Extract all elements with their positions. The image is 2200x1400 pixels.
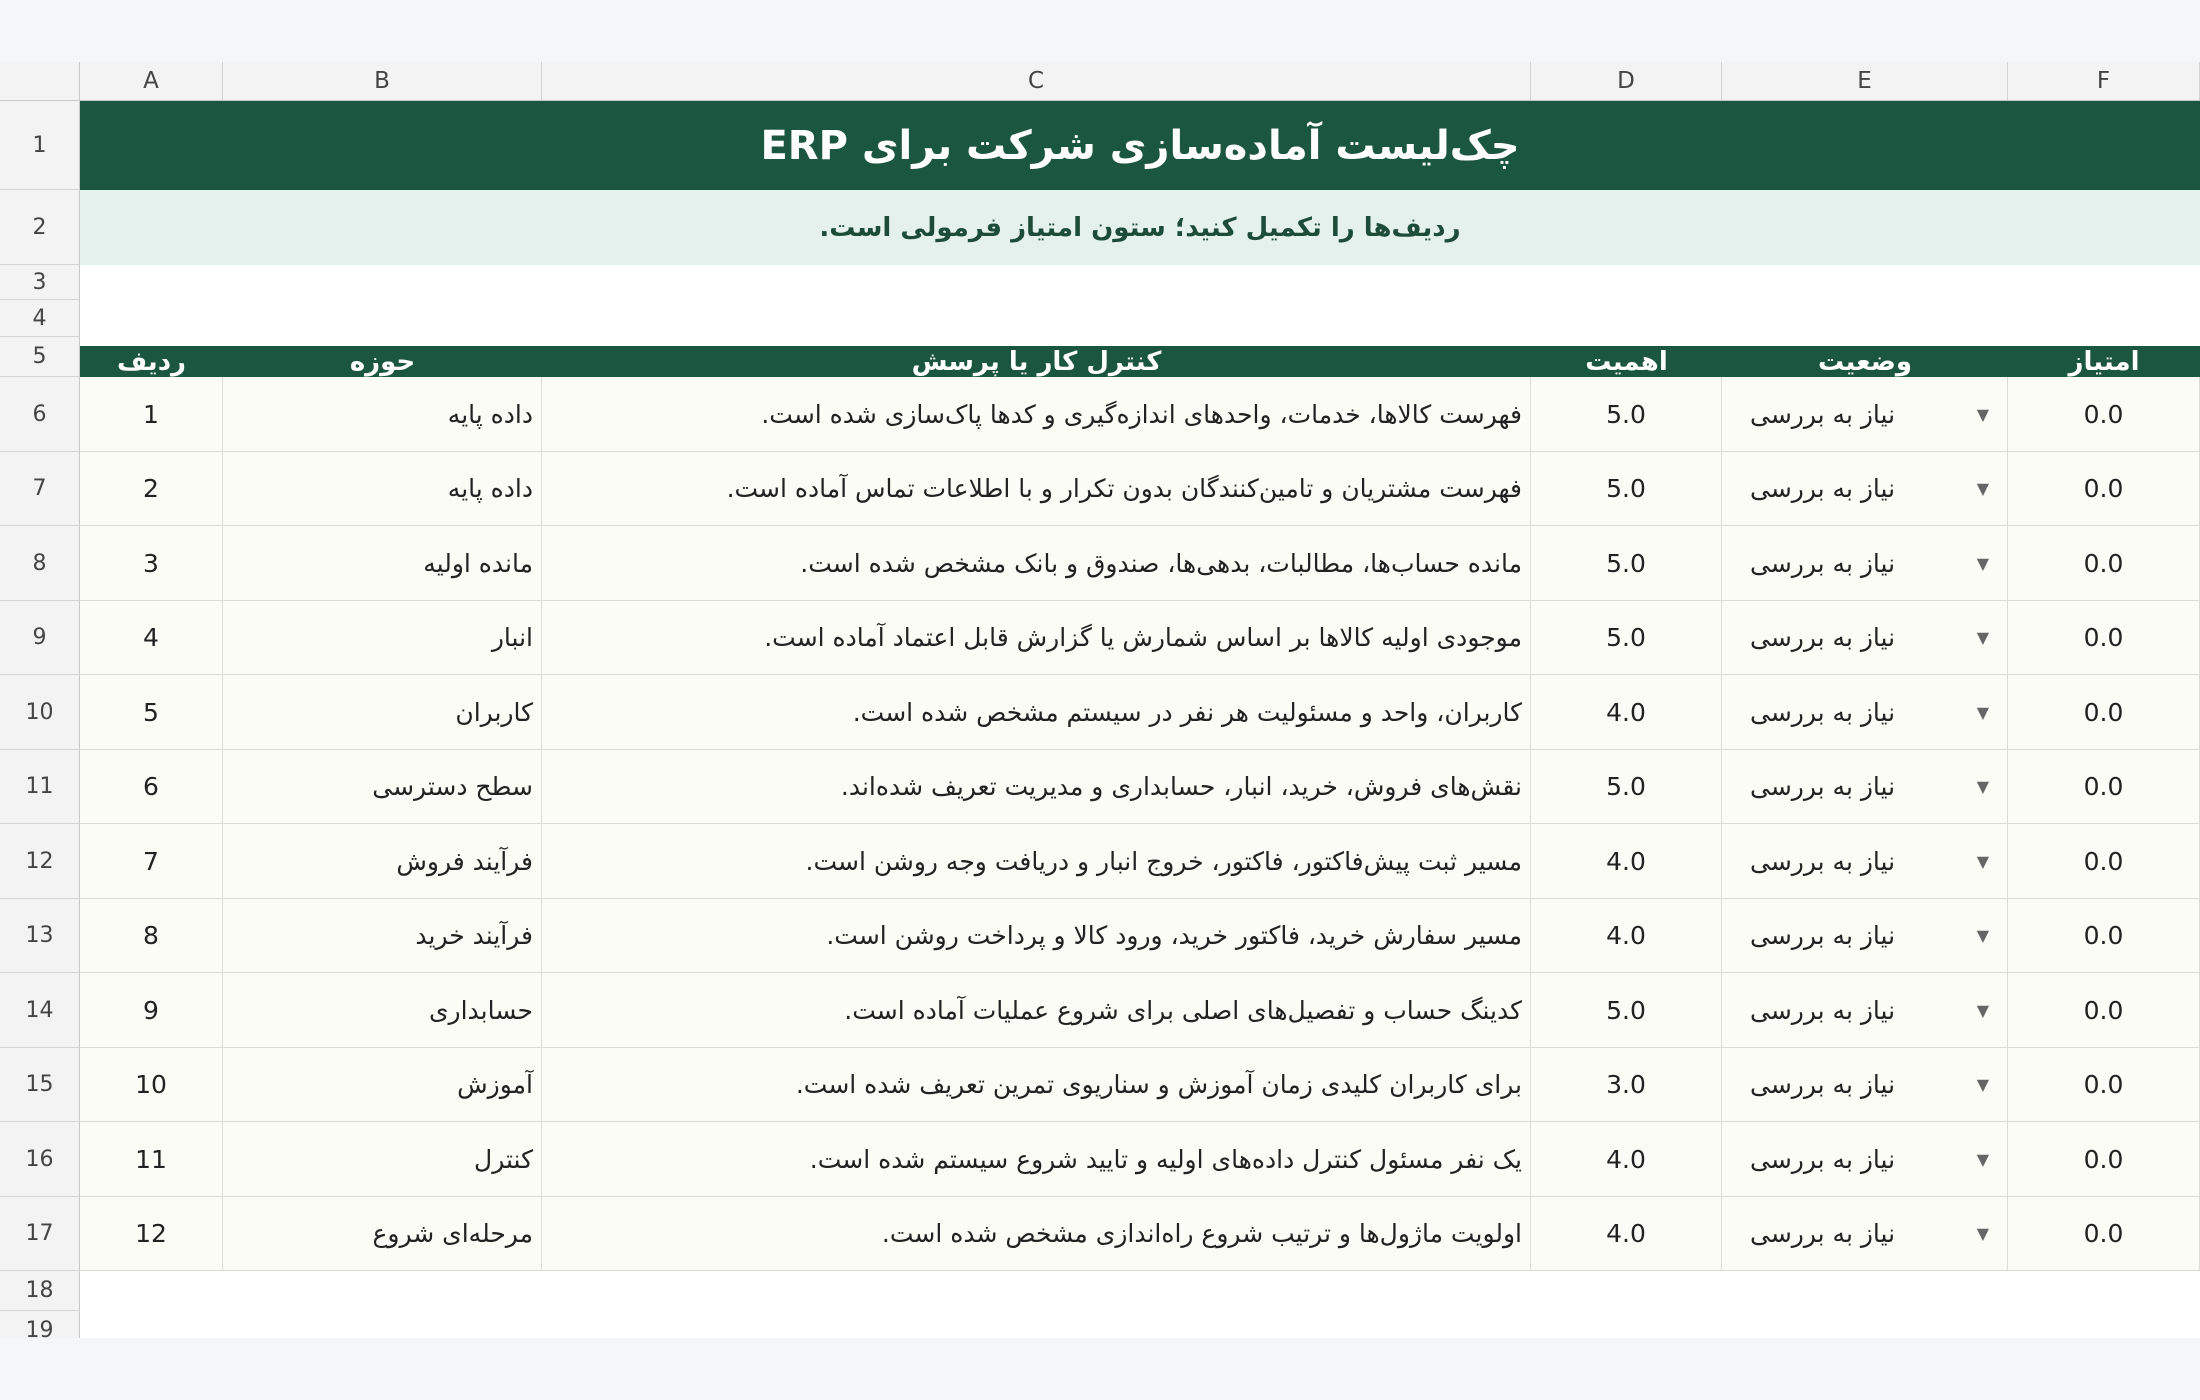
cell-task[interactable] xyxy=(542,1122,1531,1197)
row-header-19[interactable]: 19 xyxy=(0,1311,80,1338)
cell-area[interactable] xyxy=(223,973,542,1048)
cell-score[interactable]: 0.0 xyxy=(2008,1048,2200,1122)
status-value: نیاز به بررسی xyxy=(1750,1144,1896,1174)
cell-importance[interactable]: 5.0 xyxy=(1531,601,1722,675)
row-header-18[interactable]: 18 xyxy=(0,1271,80,1311)
cell-task[interactable] xyxy=(542,601,1531,675)
cell-importance[interactable]: 4.0 xyxy=(1531,824,1722,899)
cell-task[interactable] xyxy=(542,1048,1531,1122)
cell-task[interactable] xyxy=(542,973,1531,1048)
column-header-e[interactable]: E xyxy=(1722,62,2008,101)
column-header-b[interactable]: B xyxy=(223,62,542,101)
cell-score[interactable]: 0.0 xyxy=(2008,377,2200,452)
row-header-4[interactable]: 4 xyxy=(0,300,80,337)
chevron-down-icon[interactable]: ▼ xyxy=(1976,1000,1989,1020)
status-dropdown[interactable] xyxy=(1722,675,2008,750)
cell-task[interactable] xyxy=(542,526,1531,601)
select-all-corner[interactable] xyxy=(0,62,80,101)
row-header-3[interactable]: 3 xyxy=(0,265,80,300)
cell-task-text: فهرست کالاها، خدمات، واحدهای اندازه‌گیری و کدها پاک‌سازی شده است. xyxy=(761,399,1522,429)
cell-score[interactable]: 0.0 xyxy=(2008,824,2200,899)
row-header-1[interactable]: 1 xyxy=(0,101,80,190)
cell-task-text: فهرست مشتریان و تامین‌کنندگان بدون تکرار و با اطلاعات تماس آماده است. xyxy=(726,474,1522,503)
cell-area-text: داده پایه xyxy=(447,474,533,503)
chevron-down-icon[interactable]: ▼ xyxy=(1976,1224,1989,1243)
status-dropdown[interactable] xyxy=(1722,452,2008,526)
status-value: نیاز به بررسی xyxy=(1750,772,1896,801)
cell-row-number[interactable]: 3 xyxy=(80,526,223,601)
header-importance[interactable]: اهمیت xyxy=(1531,346,1722,377)
status-dropdown[interactable] xyxy=(1722,899,2008,973)
cell-area[interactable] xyxy=(223,824,542,899)
row-header-8[interactable]: 8 xyxy=(0,526,80,601)
sheet-subtitle-text: ردیف‌ها را تکمیل کنید؛ ستون امتیاز فرمولی است. xyxy=(819,212,1461,243)
chevron-down-icon[interactable]: ▼ xyxy=(1976,1149,1989,1169)
cell-area-text: آموزش xyxy=(457,1070,533,1099)
header-area[interactable]: حوزه xyxy=(223,346,542,377)
cell-area[interactable] xyxy=(223,601,542,675)
cell-area-text: حسابداری xyxy=(428,995,533,1025)
cell-score[interactable]: 0.0 xyxy=(2008,601,2200,675)
cell-row-number[interactable]: 11 xyxy=(80,1122,223,1197)
cell-row-number[interactable]: 9 xyxy=(80,973,223,1048)
cell-task-text: کاربران، واحد و مسئولیت هر نفر در سیستم مشخص شده است. xyxy=(852,697,1522,727)
sheet-subtitle[interactable] xyxy=(80,190,2200,265)
status-dropdown[interactable] xyxy=(1722,601,2008,675)
cell-row-number[interactable]: 7 xyxy=(80,824,223,899)
cell-task[interactable] xyxy=(542,899,1531,973)
cell-importance[interactable]: 4.0 xyxy=(1531,1122,1722,1197)
row-header-6[interactable]: 6 xyxy=(0,377,80,452)
cell-importance[interactable]: 4.0 xyxy=(1531,899,1722,973)
header-row-number[interactable]: ردیف xyxy=(80,346,223,377)
column-header-a[interactable]: A xyxy=(80,62,223,101)
cell-area-text: مانده اولیه xyxy=(423,548,533,578)
row-header-7[interactable]: 7 xyxy=(0,452,80,526)
cell-area-text: کاربران xyxy=(455,697,533,727)
row-header-2[interactable]: 2 xyxy=(0,190,80,265)
cell-task[interactable] xyxy=(542,750,1531,824)
cell-score[interactable]: 0.0 xyxy=(2008,675,2200,750)
cell-area[interactable] xyxy=(223,526,542,601)
status-value: نیاز به بررسی xyxy=(1750,846,1896,876)
cell-row-number[interactable]: 1 xyxy=(80,377,223,452)
cell-importance[interactable]: 5.0 xyxy=(1531,750,1722,824)
cell-area-text: مرحله‌ای شروع xyxy=(372,1219,533,1248)
cell-task-text: یک نفر مسئول کنترل داده‌های اولیه و تایید شروع سیستم شده است. xyxy=(809,1144,1522,1174)
row-header-16[interactable]: 16 xyxy=(0,1122,80,1197)
row-header-5[interactable]: 5 xyxy=(0,337,80,377)
cell-area[interactable] xyxy=(223,899,542,973)
row-header-12[interactable]: 12 xyxy=(0,824,80,899)
cell-score[interactable]: 0.0 xyxy=(2008,452,2200,526)
cell-area-text: داده پایه xyxy=(447,399,533,429)
chevron-down-icon[interactable]: ▼ xyxy=(1976,777,1989,796)
row-header-15[interactable]: 15 xyxy=(0,1048,80,1122)
sheet-title-text: چک‌لیست آماده‌سازی شرکت برای ERP xyxy=(760,122,1520,169)
cell-task-text: کدینگ حساب و تفصیل‌های اصلی برای شروع عملیات آماده است. xyxy=(844,995,1522,1025)
chevron-down-icon[interactable]: ▼ xyxy=(1976,702,1989,722)
status-value: نیاز به بررسی xyxy=(1750,399,1896,429)
row-header-10[interactable]: 10 xyxy=(0,675,80,750)
cell-area[interactable] xyxy=(223,377,542,452)
status-dropdown[interactable] xyxy=(1722,824,2008,899)
header-status[interactable]: وضعیت xyxy=(1722,346,2008,377)
chevron-down-icon[interactable]: ▼ xyxy=(1976,851,1989,871)
chevron-down-icon[interactable]: ▼ xyxy=(1976,553,1989,573)
status-dropdown[interactable] xyxy=(1722,750,2008,824)
sheet-title[interactable] xyxy=(80,101,2200,190)
chevron-down-icon[interactable]: ▼ xyxy=(1976,1075,1989,1094)
cell-area-text: فرآیند فروش xyxy=(396,846,533,876)
status-dropdown[interactable] xyxy=(1722,526,2008,601)
row-header-11[interactable]: 11 xyxy=(0,750,80,824)
chevron-down-icon[interactable]: ▼ xyxy=(1976,479,1989,498)
cell-score[interactable]: 0.0 xyxy=(2008,750,2200,824)
header-task[interactable]: کنترل کار یا پرسش xyxy=(542,346,1531,377)
row-header-13[interactable]: 13 xyxy=(0,899,80,973)
cell-task[interactable] xyxy=(542,1197,1531,1271)
chevron-down-icon[interactable]: ▼ xyxy=(1976,404,1989,424)
chevron-down-icon[interactable]: ▼ xyxy=(1976,628,1989,647)
cell-importance[interactable]: 4.0 xyxy=(1531,675,1722,750)
cell-importance[interactable]: 3.0 xyxy=(1531,1048,1722,1122)
cell-area[interactable] xyxy=(223,750,542,824)
status-dropdown[interactable] xyxy=(1722,1048,2008,1122)
cell-row-number[interactable]: 2 xyxy=(80,452,223,526)
cell-task[interactable] xyxy=(542,377,1531,452)
cell-score[interactable]: 0.0 xyxy=(2008,1122,2200,1197)
header-score[interactable]: امتیاز xyxy=(2008,346,2200,377)
cell-row-number[interactable]: 8 xyxy=(80,899,223,973)
cell-task-text: برای کاربران کلیدی زمان آموزش و سناریوی تمرین تعریف شده است. xyxy=(795,1070,1522,1099)
cell-score[interactable]: 0.0 xyxy=(2008,899,2200,973)
cell-task[interactable] xyxy=(542,824,1531,899)
status-value: نیاز به بررسی xyxy=(1750,1070,1896,1099)
cell-row-number[interactable]: 5 xyxy=(80,675,223,750)
cell-importance[interactable]: 5.0 xyxy=(1531,377,1722,452)
status-value: نیاز به بررسی xyxy=(1750,1219,1896,1248)
cell-task[interactable] xyxy=(542,675,1531,750)
status-dropdown[interactable] xyxy=(1722,1122,2008,1197)
status-value: نیاز به بررسی xyxy=(1750,921,1896,950)
cell-task-text: مانده حساب‌ها، مطالبات، بدهی‌ها، صندوق و بانک مشخص شده است. xyxy=(800,548,1522,578)
cell-row-number[interactable]: 12 xyxy=(80,1197,223,1271)
cell-row-number[interactable]: 10 xyxy=(80,1048,223,1122)
row-header-14[interactable]: 14 xyxy=(0,973,80,1048)
cell-area[interactable] xyxy=(223,675,542,750)
status-value: نیاز به بررسی xyxy=(1750,697,1896,727)
status-value: نیاز به بررسی xyxy=(1750,548,1896,578)
column-header-c[interactable]: C xyxy=(542,62,1531,101)
status-dropdown[interactable] xyxy=(1722,973,2008,1048)
cell-area-text: کنترل xyxy=(474,1144,533,1174)
cell-area[interactable] xyxy=(223,1197,542,1271)
row-header-17[interactable]: 17 xyxy=(0,1197,80,1271)
cell-area[interactable] xyxy=(223,1048,542,1122)
row-header-9[interactable]: 9 xyxy=(0,601,80,675)
cell-task-text: مسیر ثبت پیش‌فاکتور، فاکتور، خروج انبار و دریافت وجه روشن است. xyxy=(805,846,1522,876)
cell-row-number[interactable]: 4 xyxy=(80,601,223,675)
cell-importance[interactable]: 5.0 xyxy=(1531,526,1722,601)
cell-score[interactable]: 0.0 xyxy=(2008,1197,2200,1271)
chevron-down-icon[interactable]: ▼ xyxy=(1976,926,1989,945)
cell-score[interactable]: 0.0 xyxy=(2008,526,2200,601)
status-dropdown[interactable] xyxy=(1722,1197,2008,1271)
cell-task-text: موجودی اولیه کالاها بر اساس شمارش یا گزارش قابل اعتماد آماده است. xyxy=(764,623,1522,652)
cell-area[interactable] xyxy=(223,452,542,526)
spreadsheet-grid xyxy=(0,62,2200,1338)
status-value: نیاز به بررسی xyxy=(1750,995,1896,1025)
cell-row-number[interactable]: 6 xyxy=(80,750,223,824)
cell-area-text: سطح دسترسی xyxy=(372,772,533,801)
status-dropdown[interactable] xyxy=(1722,377,2008,452)
cell-task[interactable] xyxy=(542,452,1531,526)
cell-area-text: فرآیند خرید xyxy=(415,921,533,950)
cell-task-text: اولویت ماژول‌ها و ترتیب شروع راه‌اندازی مشخص شده است. xyxy=(881,1219,1522,1248)
column-header-f[interactable]: F xyxy=(2008,62,2200,101)
status-value: نیاز به بررسی xyxy=(1750,474,1896,503)
cell-score[interactable]: 0.0 xyxy=(2008,973,2200,1048)
cell-task-text: نقش‌های فروش، خرید، انبار، حسابداری و مدیریت تعریف شده‌اند. xyxy=(840,772,1522,801)
column-header-d[interactable]: D xyxy=(1531,62,1722,101)
cell-task-text: مسیر سفارش خرید، فاکتور خرید، ورود کالا و پرداخت روشن است. xyxy=(826,921,1522,950)
cell-importance[interactable]: 4.0 xyxy=(1531,1197,1722,1271)
cell-importance[interactable]: 5.0 xyxy=(1531,973,1722,1048)
cell-area-text: انبار xyxy=(491,623,533,652)
status-value: نیاز به بررسی xyxy=(1750,623,1896,652)
cell-importance[interactable]: 5.0 xyxy=(1531,452,1722,526)
cell-area[interactable] xyxy=(223,1122,542,1197)
